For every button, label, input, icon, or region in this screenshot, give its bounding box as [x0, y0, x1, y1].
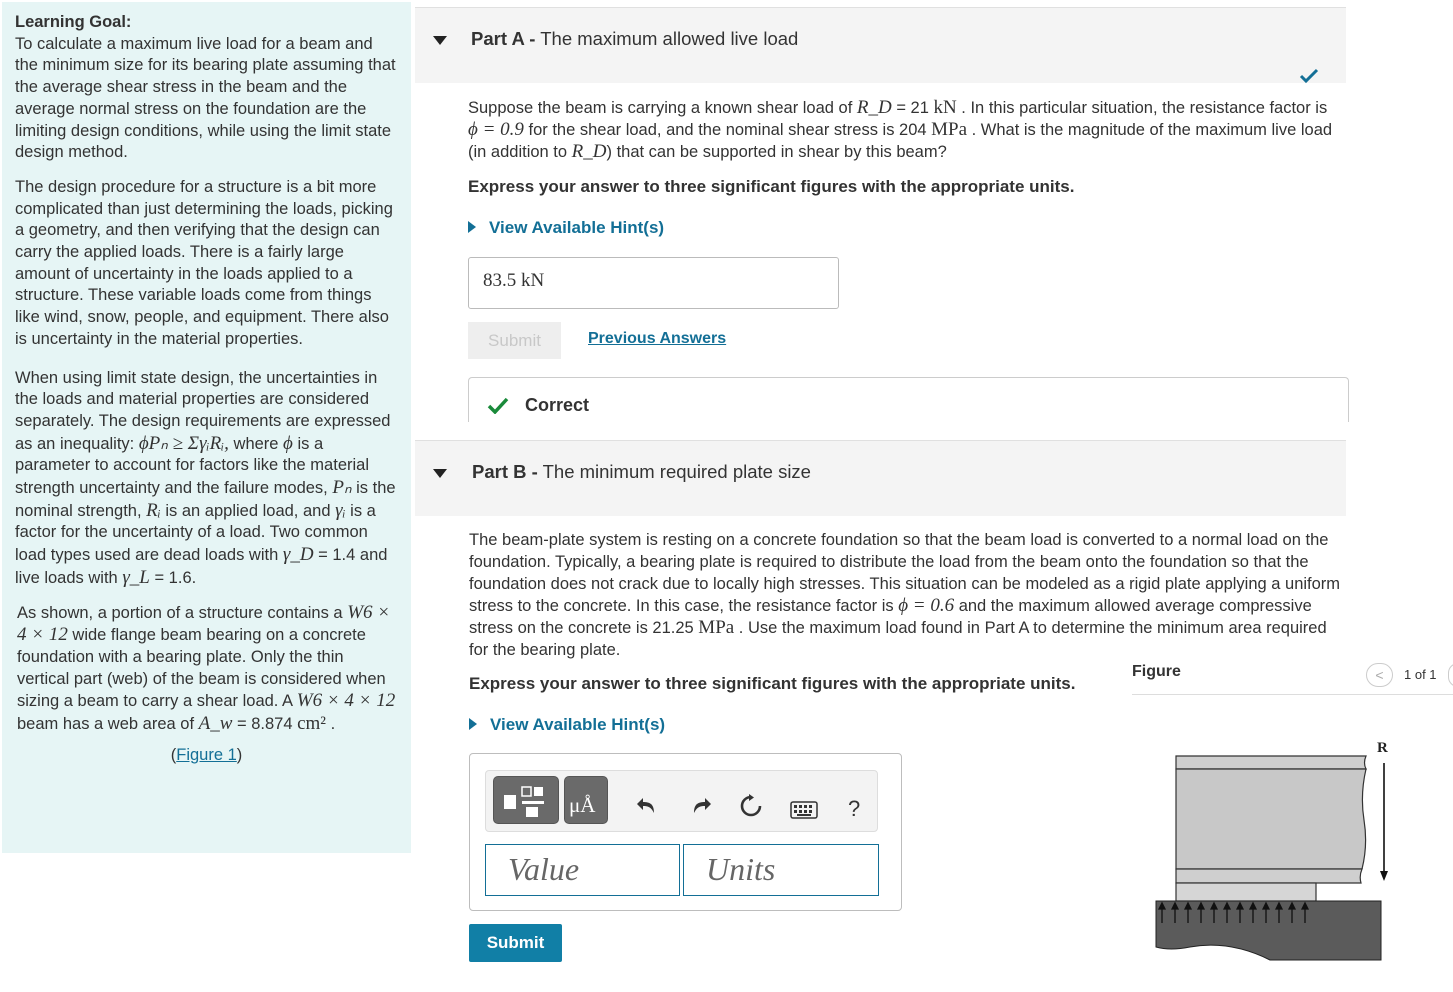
learning-goal-intro: Learning Goal: To calculate a maximum live load for a beam and the minimum size for its bearing plate assuming that the average shear stress in the beam and the average normal stress on the foundation are the limiting design conditions, while using the limit state design method.	[15, 13, 396, 162]
part-b-question: The beam-plate system is resting on a concrete foundation so that the beam load is converted to a normal load on the foundation. Typically, a bearing plate is required to distribute the load from the beam onto the foundation so that the foundation does not crack due to locally high stresses. This situation can be modeled as a rigid plate applying a uniform stress to the concrete. In this case, the resistance factor is ϕ = 0.6 and the maximum allowed average compressive stress on the concrete is 21.25 MPa . Use the maximum load found in Part A to determine the minimum area required for the bearing plate.	[469, 531, 1341, 659]
collapse-triangle-icon[interactable]	[433, 36, 447, 45]
figure-link-wrap: (Figure 1)	[170, 745, 243, 764]
redo-icon[interactable]	[690, 795, 712, 815]
collapse-triangle-icon[interactable]	[433, 469, 447, 478]
learning-goal-title: Learning Goal:	[15, 13, 132, 31]
learning-goal-para4: As shown, a portion of a structure contains a W6 × 4 × 12 wide flange beam bearing on a concrete foundation with a bearing plate. Only the thin vertical part (web) of the beam is considered when sizing a beam to carry a shear load. A W6 × 4 × 12 beam has a web area of A_w = 8.874 cm² .	[17, 601, 396, 735]
value-input[interactable]	[485, 844, 680, 896]
correct-feedback-box	[468, 377, 1349, 422]
previous-answers-link[interactable]: Previous Answers	[588, 330, 727, 347]
figure-pane-label: Figure	[1132, 663, 1181, 680]
part-b-answer-area	[469, 753, 902, 911]
beam-web	[1176, 769, 1366, 869]
learning-goal-panel	[2, 2, 411, 853]
units-input[interactable]	[683, 844, 879, 896]
chevron-left-icon: <	[1375, 667, 1384, 683]
part-b-hint-toggle[interactable]: View Available Hint(s)	[469, 714, 665, 736]
figure-1-link[interactable]: Figure 1	[176, 745, 237, 764]
expand-triangle-icon	[468, 221, 476, 233]
load-arrowhead	[1380, 871, 1388, 881]
load-label: R	[1377, 740, 1388, 756]
units-button[interactable]	[564, 776, 608, 824]
math-toolbar	[485, 770, 878, 832]
part-a-answer-display: 83.5 kN	[468, 257, 839, 309]
beam-bottom-flange	[1176, 869, 1362, 883]
concrete-foundation	[1156, 901, 1381, 960]
units-placeholder: Units	[706, 851, 776, 887]
templates-button[interactable]	[493, 776, 559, 824]
learning-goal-para3: When using limit state design, the uncertainties in the loads and material properties are considered separately. The design requirements are expressed as an inequality: ϕPₙ ≥ ΣγᵢRᵢ, where ϕ is a parameter to account for factors like the material strength uncertainty and the failure modes, Pₙ is the nominal strength, Rᵢ is an applied load, and γᵢ is a factor for the uncertainty of a load. Two common load types used are dead loads with γ_D = 1.4 and live loads with γ_L = 1.6.	[15, 368, 396, 588]
figure-next-button[interactable]	[1448, 663, 1453, 687]
reset-icon[interactable]	[739, 794, 763, 818]
part-a-hint-toggle[interactable]: View Available Hint(s)	[468, 217, 664, 239]
part-a-instruction: Express your answer to three significant figures with the appropriate units.	[468, 177, 1075, 196]
part-a-title: Part A - The maximum allowed live load	[471, 28, 799, 49]
part-b-title: Part B - The minimum required plate size	[472, 461, 811, 482]
part-b-submit-button[interactable]: Submit	[469, 924, 562, 962]
undo-icon[interactable]	[636, 795, 658, 815]
beam-top-flange	[1176, 756, 1366, 769]
help-icon[interactable]: ?	[848, 796, 861, 821]
beam-plate-figure	[1150, 735, 1410, 970]
figure-prev-button[interactable]	[1366, 663, 1393, 687]
part-a-submit-button[interactable]: Submit	[468, 322, 561, 359]
keyboard-icon[interactable]	[790, 801, 818, 819]
part-b-header[interactable]	[415, 440, 1346, 516]
correct-label: Correct	[525, 395, 590, 415]
learning-goal-para2: The design procedure for a structure is a bit more complicated than just determining the loads, picking a geometry, and then verifying that the design can carry the applied loads. There is a fairly large amount of uncertainty in the loads applied to a structure. These variable loads come from things like wind, snow, people, and equipment. There also is uncertainty in the material properties.	[15, 177, 393, 348]
correct-check-icon	[487, 397, 509, 414]
figure-divider	[1132, 694, 1453, 695]
figure-counter: 1 of 1	[1404, 667, 1437, 682]
units-icon: μÅ	[569, 793, 596, 817]
completed-check-icon	[1299, 68, 1319, 84]
value-placeholder: Value	[508, 851, 580, 887]
expand-triangle-icon	[469, 718, 477, 730]
bearing-plate	[1176, 883, 1316, 901]
templates-icon	[494, 777, 560, 825]
part-a-header[interactable]	[415, 7, 1346, 83]
part-b-instruction: Express your answer to three significant figures with the appropriate units.	[469, 674, 1076, 693]
part-a-question: Suppose the beam is carrying a known shear load of R_D = 21 kN . In this particular situation, the resistance factor is ϕ = 0.9 for the shear load, and the nominal shear stress is 204 MPa . What is the magnitude of the maximum live load (in addition to R_D) that can be supported in shear by this beam?	[468, 97, 1333, 162]
